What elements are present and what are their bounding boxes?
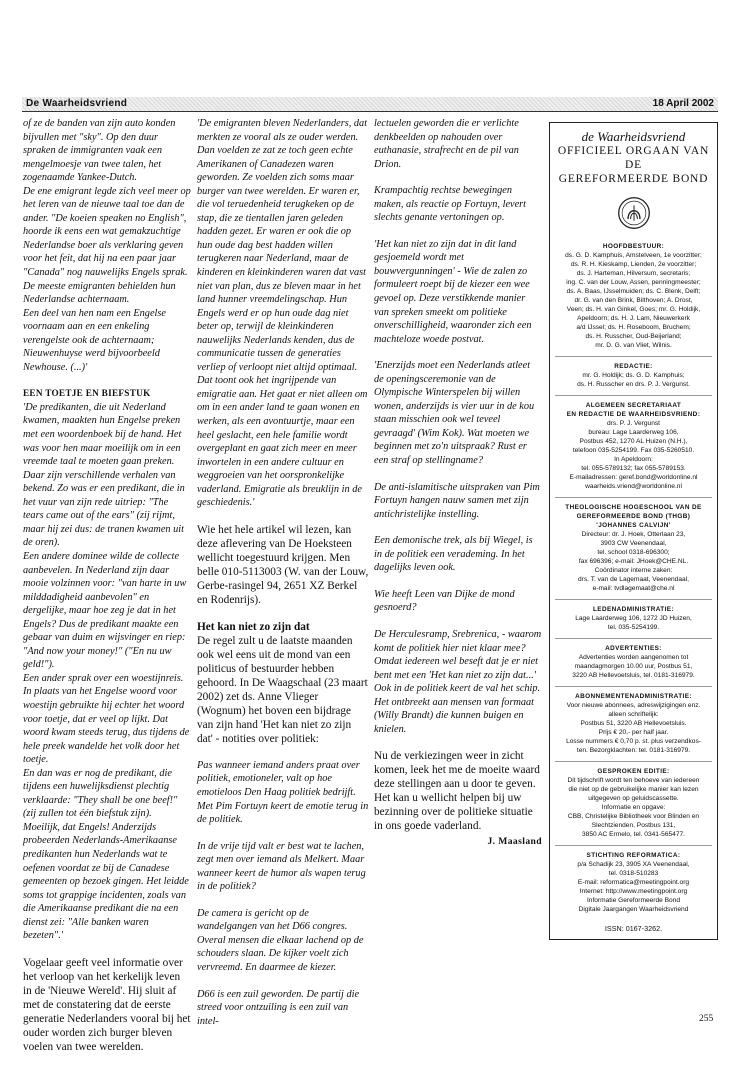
colophon-line: die niet op de gebruikelijke manier kan lezen [568,786,699,793]
body-paragraph: Wie het hele artikel wil lezen, kan deze aflevering van De Hoeksteen wellicht toegestuurd krijgen. Men belle 010-5113003 (W. van der Louw, Gerbe-rasingel 94, 2651 XZ Berkel en Rodenrijs). [197,523,369,606]
paragraph-spacer [23,374,191,387]
section-divider [555,356,712,357]
colophon-section-heading: THEOLOGISCHE HOGESCHOOL VAN DE [565,504,702,511]
colophon-section [555,497,712,593]
colophon-issn: ISSN: 0167-3262. [604,924,663,933]
colophon-line: E-mailadressen: geref.bond@worldonline.nl [569,474,698,481]
quoted-paragraph: De meeste emigranten behielden hun Nederlandse achternaam. [23,280,176,306]
paragraph-spacer [374,468,542,481]
colophon-line: 3850 AC Ermelo, tel. 0341-565477. [581,831,685,838]
colophon-line: Voor nieuwe abonnees, adreswijzigingen enz. [566,702,701,709]
paragraph-spacer [197,827,369,840]
colophon-line: tel. 0318-510283 [608,870,659,877]
colophon-line: Losse nummers € 0,70 p. st. plus verzendkos- [566,738,701,745]
colophon-section-heading: REDACTIE: [614,363,653,370]
quoted-paragraph: De ene emigrant legde zich veel meer op het leren van de nieuwe taal toe dan de ander. "De koeien speaken no English", hoorde ik eens een wat gemakzuchtige Nederlandse boer als verklaring geven voor het feit, dat hij na een paar jaar "Canada" nog nauwelijks Engels sprak. [23,185,191,279]
quoted-paragraph: Een ander sprak over een woestijnreis. In plaats van het Engelse woord voor woestijn gebruikte hij echter het woord voor toetje, dat er veel op lijkt. Dat woord kwam steeds terug, dus tijdens de hele preek wandelde het volk door het toetje. [23,672,190,766]
colophon-line: telefoon 035-5254199. Fax 035-5260510. [572,447,695,454]
colophon-line: In Apeldoorn: [614,456,653,463]
colophon-line: Postbus 452, 1270 AL Huizen (N.H.), [579,438,688,445]
paragraph-spacer [374,615,542,628]
colophon-line: drs. T. van de Lagemaat, Veenendaal, [578,576,689,583]
colophon-line: ds. H. Russcher, Oud-Beijerland; [585,333,682,340]
colophon-line: Advertenties worden aangenomen tot [578,654,689,661]
quoted-paragraph: De camera is gericht op de wandelgangen van het D66 congres. Overal mensen die elkaar lachend op de schouders slaan. De kijker voelt zich vervreemd. En daarmee de kiezer. [197,907,364,973]
body-paragraph: De regel zult u de laatste maanden ook wel eens uit de mond van een politicus of bestuurder hebben gehoord. In De Waagschaal (23 maart 2002) zet ds. Anne Vlieger (Wognum) het boven een bijdrage van zijn hand 'Het kan niet zo zijn dat' - notities over politiek: [197,634,368,745]
quoted-paragraph: Een demonische trek, als bij Wiegel, is in de politiek een verademing. In het dagelijks leven ook. [374,535,533,574]
paragraph-spacer [23,943,191,956]
colophon-section [555,242,712,350]
quoted-paragraph: De anti-islamitische uitspraken van Pim Fortuyn hangen nauw samen met zijn antichristelijke instelling. [374,481,540,520]
colophon-box [549,122,718,940]
paragraph-spacer [374,521,542,534]
section-divider [555,761,712,762]
colophon-section-heading: ABONNEMENTENADMINISTRATIE: [575,693,692,700]
colophon-section-heading: 'JOHANNES CALVIJN' [596,522,671,529]
colophon-line: Digitale Jaargangen Waarheidsvriend [578,906,689,913]
colophon-subtitle-2: GEREFORMEERDE BOND [558,173,709,185]
body-paragraph: Vogelaar geeft veel informatie over het verloop van het kerkelijk leven in de 'Nieuwe Wereld'. Hij sluit af met de constatering dat de eerste generatie Nederlanders vooral bij het ouder worden zich burger bleven voelen van twee werelden. [23,956,191,1053]
quoted-paragraph: Dat toont ook het ingrijpende van emigratie aan. Het gaat er niet alleen om om in een ander land te gaan wonen en werken, als een avontuurtje, maar een heel geslacht, een hele familie wordt overgeplant en gaat zich meer en meer inwortelen in een andere cultuur en weggroeien van het oorspronkelijke vaderland. Emigratie als breuklijn in de geschiedenis.' [197,375,368,509]
quoted-paragraph: Pas wanneer iemand anders praat over politiek, emotioneler, valt op hoe emotieloos Den Haag politiek bedrijft. Met Pim Fortuyn keert de emotie terug in de politiek. [197,759,369,826]
paragraph-spacer [197,746,369,759]
quoted-paragraph: of ze de banden van zijn auto konden bijvullen met "sky". Op den duur spraken de immigranten vaak een mengelmoesje van twee talen, het zogenaamde Yankee-Dutch. [23,118,176,184]
colophon-line: Informatie Gereformeerde Bond [586,897,681,904]
quoted-paragraph: lectuelen geworden die er verlichte denkbeelden op nahouden over euthanasie, strafrecht en de pil van Drion. [374,118,519,170]
colophon-line: Dit tijdschrift wordt ten behoeve van iedereen [567,777,700,784]
section-divider [555,638,712,639]
page-header [22,97,718,112]
quoted-paragraph: 'Enerzijds moet een Nederlands atleet de openingsceremonie van de Olympische Winterspelen bij willen wonen, anderzijds is vier uur in de kou staan misschien ook wel teveel gevraagd' (Wim Kok). Wat moeten we beginnen met zo'n uitspraak? Rust er een straf op stellingname? [374,360,535,467]
quoted-paragraph: En dan was er nog de predikant, die tijdens een huwelijksdienst plechtig verklaarde: "They shall be one beef!" (zij zullen tot één biefstuk zijn). [23,767,178,820]
colophon-line: ds. R. H. Kieskamp, Lienden, 2e voorzitter; [570,261,697,268]
colophon-section-heading: GESPROKEN EDITIE: [597,768,670,775]
paragraph-spacer [374,225,542,238]
colophon-line: ds. G. D. Kamphuis, Amstelveen, 1e voorzitter; [565,252,702,259]
colophon-line: p/a Schadijk 23, 3905 XA Veenendaal, [577,861,690,868]
quoted-paragraph: 'De predikanten, die uit Nederland kwamen, maakten hun Engelse preken met een woordenboek bij de hand. Het was voor hen maar moeilijk om in een vreemde taal te moeten gaan preken. Daar zijn verschillende verhalen van bekend. Zo was er een predikant, die in het vuur van zijn rede uitriep: "The tears came out of the ears" (zij rijmt, maar hij zei dus: de tranen kwamen uit de oren). [23,401,185,549]
colophon-line: drs. P. J. Vergunst [606,420,661,427]
colophon-line: ds. A. Baas, IJsselmuiden; ds. C. Blenk, Delft; [566,288,701,295]
colophon-line: ten. Bezorgklachten: tel. 0181-316979. [576,747,691,754]
paragraph-spacer [197,975,369,988]
section-divider [555,497,712,498]
section-divider [555,395,712,396]
colophon-line: Directeur: dr. J. Hoek, Otterlaan 23, [581,531,686,538]
text-column-1 [23,117,191,1054]
author-signature: J. Maasland [487,836,542,848]
colophon-section-heading: EN REDACTIE DE WAARHEIDSVRIEND: [566,411,701,418]
colophon-line: bureau: Lage Laarderweg 106, [588,429,679,436]
quoted-paragraph: D66 is een zuil geworden. De partij die streed voor ontzuiling is een zuil van intel- [197,988,360,1027]
colophon-section-heading: LEDENADMINISTRATIE: [593,606,674,613]
paragraph-spacer [374,575,542,588]
colophon-line: Veen; ds. H. van Ginkel, Goes; mr. G. Holdijk, [566,306,701,313]
colophon-line: Informatie en opgave: [601,804,666,811]
paragraph-spacer [197,510,369,523]
text-column-2 [197,117,369,1028]
colophon-section-heading: ALGEMEEN SECRETARIAAT [585,402,682,409]
colophon-section [555,395,712,491]
colophon-line: e-mail: tvdlagemaat@che.nl [592,585,675,592]
paragraph-spacer [374,346,542,359]
colophon-section-heading: GEREFORMEERDE BOND (THGB) [576,513,691,520]
paragraph-spacer [374,171,542,184]
body-paragraph: Nu de verkiezingen weer in zicht komen, leek het me de moeite waard deze stellingen aan u door te geven. Het kan u wellicht helpen bij uw bezinning over de politieke situatie in ons goede vaderland. [374,750,540,833]
quoted-paragraph: Krampachtig rechtse bewegingen maken, als reactie op Fortuyn, levert slechts genante vertoningen op. [374,185,527,224]
colophon-line: waarheids.vriend@worldonline.nl [585,483,682,490]
paragraph-spacer [374,736,542,749]
quoted-paragraph: Moeilijk, dat Engels! Anderzijds probeerden Nederlands-Amerikaanse predikanten hun Nederlands wat te oefenen voordat ze bij de Canadese gemeenten op bezoek gingen. Het leidde soms tot grappige incidenten, zoals van die Amerikaanse predikant die na een dienst zei: "Alle banken waren bezeten".' [23,821,189,942]
section-divider [555,599,712,600]
colophon-line: 3220 AB Hellevoetsluis, tel. 0181-316979. [572,672,695,679]
quoted-paragraph: 'Het kan niet zo zijn dat in dit land gesjoemeld wordt met bouwvergunningen' - Wie de zalen zo formuleert roept bij de kiezer een wee gevoel op. Deze verstikkende manier van spreken smeekt om politieke onverschilligheid, waaronder zich een machteloze woede postvat. [374,238,532,345]
colophon-line: ds. H. Russcher en drs. P. J. Vergunst. [577,381,690,388]
colophon-line: Coördinator interne zaken: [594,567,673,574]
quoted-paragraph: Wie heeft Leen van Dijke de mond gesnoerd? [374,588,515,614]
colophon-line: mr. G. Holdijk; ds. G. D. Kamphuis; [582,372,685,379]
colophon-line: dr. G. van den Brink, Bilthoven; A. Drost, [574,297,693,304]
colophon-line: CBB, Christelijke Bibliotheek voor Blinden en [567,813,700,820]
magazine-title: De Waarheidsvriend [26,98,128,109]
colophon-section-heading: ADVERTENTIES: [605,645,662,652]
colophon-line: mr. D. G. van Vliet, Wilnis. [595,342,672,349]
colophon-section-heading: STICHTING REFORMATICA: [586,852,681,859]
colophon-section [555,761,712,839]
colophon-line: ds. J. Harteman, Hilversum, secretaris; [576,270,691,277]
section-heading: EEN TOETJE EN BIEFSTUK [23,388,151,399]
colophon-line: Postbus 51, 3220 AB Hellevoetsluis. [580,720,687,727]
section-heading: Het kan niet zo zijn dat [197,620,310,633]
colophon-line: 3903 CW Veenendaal, [600,540,667,547]
paragraph-spacer [197,607,369,620]
colophon-line: Lage Laarderweg 106, 1272 JD Huizen, [575,615,692,622]
quoted-paragraph: 'De emigranten bleven Nederlanders, dat merkten ze vooral als ze ouder werden. Dan voelden ze zat ze toch geen echte Amerikanen of Canadezen waren geworden. Ze voelden zich soms maar burger van twee werelden. Er waren er, die vol teruedenheid terugkeken op de stap, die ze tientallen jaren geleden hadden gezet. Er waren er ook die op hun oude dag best hadden willen terugkeren naar Nederland, maar de kinderen en kleinkinderen waren dat vast niet van plan, dus ze bleven maar in het land hunner vreemdelingschap. Hun Engels werd er op hun oude dag niet beter op, terwijl de kleinkinderen nauwelijks Nederlands kenden, dus de communicatie tussen de generaties verliep of verloopt niet altijd optimaal. [197,118,368,373]
colophon-line: Apeldoorn; ds. H. J. Lam, Nieuwerkerk [577,315,690,322]
colophon-line: maandagmorgen 10.00 uur, Postbus 51, [574,663,693,670]
colophon-line: alleen schriftelijk: [608,711,659,718]
colophon-line: tel. school 0318-696300; [597,549,670,556]
text-column-3 [374,117,542,849]
colophon-section [555,356,712,389]
colophon-line: uitgegeven op geluidscassette. [588,795,679,802]
quoted-paragraph: Een deel van hen nam een Engelse voornaam aan en een enkeling verengelste ook de achternaam; Nieuwenhuyse werd bijvoorbeeld Newhouse. (...)' [23,307,166,373]
page-number: 255 [699,1014,714,1024]
quoted-paragraph: In de vrije tijd valt er best wat te lachen, zegt men over iemand als Melkert. Maar wanneer keert de humor als wapen terug in de politiek? [197,840,366,893]
colophon-line: fax 696396; e-mail: JHoek@CHE.NL. [578,558,689,565]
colophon-subtitle-1: OFFICIEEL ORGAAN VAN DE [557,145,710,171]
colophon-line: tel. 055-5789132; fax 055-5789153. [581,465,686,472]
colophon-section [555,686,712,755]
colophon-line: tel. 035-5254199. [607,624,660,631]
quoted-paragraph: Een andere dominee wilde de collecte aanbevelen. In Nederland zijn daar mooie volzinnen voor: "van harte in uw milddadigheid aanbevolen" en dergelijke, maar hoe zeg je dat in het Engels? Dus de predikant maakte een gebaar van duim en wijsvinger en riep: "And now your money!" ("En nu uw geld!"). [23,550,187,671]
colophon-section [555,845,712,914]
colophon-section-heading: HOOFDBESTUUR: [602,243,665,250]
colophon-line: a/d IJssel; ds. H. Roseboom, Bruchem; [576,324,691,331]
issue-date: 18 April 2002 [652,98,714,109]
colophon-line: E-mail: reformatica@meetingpoint.org [577,879,690,886]
colophon-section [555,599,712,632]
colophon-line: Slechtzienden, Postbus 131, [591,822,676,829]
colophon-section [555,638,712,680]
colophon-line: Internet: http://www.meetingpoint.org [579,888,688,895]
gb-emblem-icon [617,196,651,230]
section-divider [555,686,712,687]
quoted-paragraph: De Herculesramp, Srebrenica, - waarom komt de politiek hier niet klaar mee? Omdat iedereen wel beseft dat je er niet bent met een 'Het kan niet zo zijn dat...' Ook in de politiek keert de val het schip. Het ontbreekt aan mensen van formaat (Willy Brandt) die kunnen buigen en knielen. [374,628,542,735]
colophon-sections [555,242,712,914]
colophon-name: de Waarheidsvriend [581,129,686,144]
colophon-line: ing. C. van der Louw, Assen, penningmeester; [566,279,701,286]
colophon-line: Prijs € 20,- per half jaar. [598,729,669,736]
paragraph-spacer [197,894,369,907]
section-divider [555,845,712,846]
